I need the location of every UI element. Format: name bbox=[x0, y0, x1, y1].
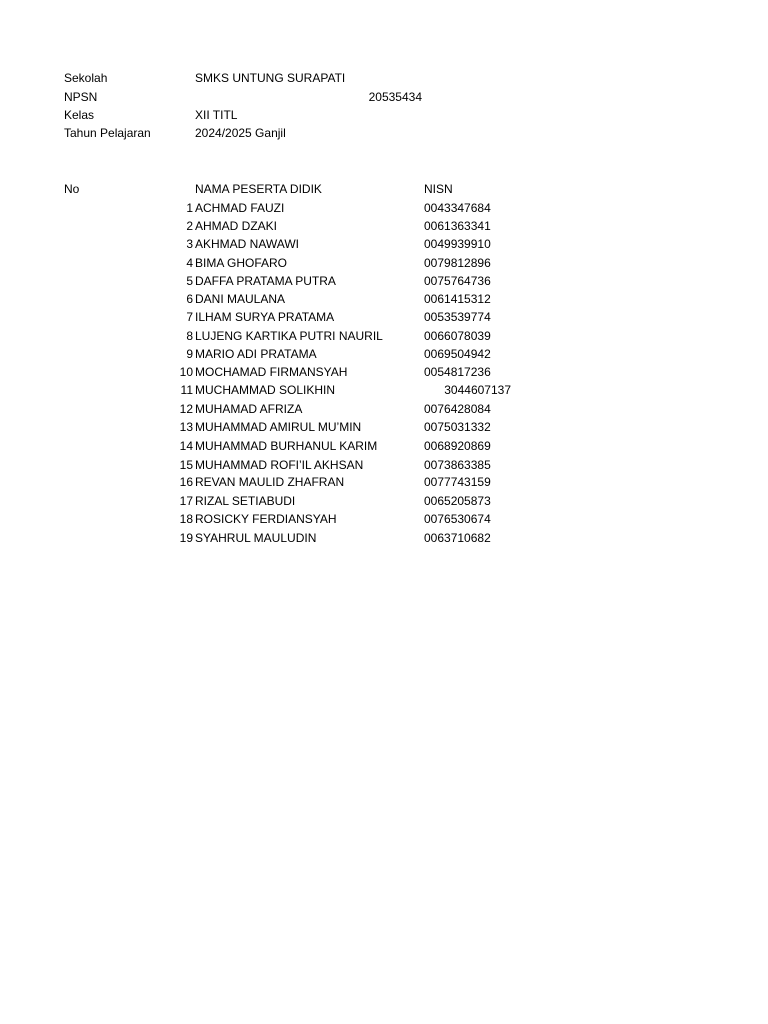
tahun-pelajaran-label: Tahun Pelajaran bbox=[64, 126, 151, 140]
student-nisn: 3044607137 bbox=[444, 383, 511, 397]
table-row bbox=[0, 437, 768, 455]
row-number: 16 bbox=[179, 475, 193, 489]
row-number: 8 bbox=[186, 329, 193, 343]
row-number: 4 bbox=[186, 256, 193, 270]
header-row-kelas bbox=[0, 106, 768, 124]
table-row bbox=[0, 308, 768, 326]
tahun-pelajaran-value: 2024/2025 Ganjil bbox=[195, 126, 286, 140]
row-number: 6 bbox=[186, 292, 193, 306]
student-nisn: 0053539774 bbox=[424, 310, 491, 324]
row-number: 9 bbox=[186, 347, 193, 361]
row-number: 15 bbox=[179, 458, 193, 472]
table-row bbox=[0, 510, 768, 528]
student-nisn: 0075764736 bbox=[424, 274, 491, 288]
table-row bbox=[0, 529, 768, 547]
row-number: 19 bbox=[179, 531, 193, 545]
row-number: 10 bbox=[179, 365, 193, 379]
student-name: ILHAM SURYA PRATAMA bbox=[195, 310, 335, 324]
row-number: 3 bbox=[186, 237, 193, 251]
table-row bbox=[0, 327, 768, 345]
kelas-value: XII TITL bbox=[195, 108, 238, 122]
student-nisn: 0069504942 bbox=[424, 347, 491, 361]
row-number: 17 bbox=[179, 494, 193, 508]
student-nisn: 0076530674 bbox=[424, 512, 491, 526]
student-name: REVAN MAULID ZHAFRAN bbox=[195, 475, 345, 489]
student-name: DAFFA PRATAMA PUTRA bbox=[195, 274, 336, 288]
student-nisn: 0043347684 bbox=[424, 201, 491, 215]
row-number: 2 bbox=[186, 219, 193, 233]
row-number: 11 bbox=[180, 383, 193, 397]
student-name: ROSICKY FERDIANSYAH bbox=[195, 512, 337, 526]
student-nisn: 0054817236 bbox=[424, 365, 491, 379]
table-row bbox=[0, 290, 768, 308]
header-row-sekolah bbox=[0, 69, 768, 87]
table-row bbox=[0, 345, 768, 363]
table-row bbox=[0, 400, 768, 418]
student-name: MUHAMAD AFRIZA bbox=[195, 402, 303, 416]
student-nisn: 0068920869 bbox=[424, 439, 491, 453]
table-row bbox=[0, 254, 768, 272]
student-nisn: 0061363341 bbox=[424, 219, 491, 233]
row-number: 5 bbox=[186, 274, 193, 288]
student-nisn: 0066078039 bbox=[424, 329, 491, 343]
student-nisn: 0073863385 bbox=[424, 458, 491, 472]
student-nisn: 0049939910 bbox=[424, 237, 491, 251]
student-nisn: 0075031332 bbox=[424, 420, 491, 434]
student-name: LUJENG KARTIKA PUTRI NAURIL bbox=[195, 329, 383, 343]
row-number: 1 bbox=[186, 201, 193, 215]
row-number: 12 bbox=[179, 402, 193, 416]
sekolah-label: Sekolah bbox=[64, 71, 108, 85]
npsn-label: NPSN bbox=[64, 90, 98, 104]
row-number: 14 bbox=[179, 439, 193, 453]
student-name: MUCHAMMAD SOLIKHIN bbox=[195, 383, 336, 397]
student-name: SYAHRUL MAULUDIN bbox=[195, 531, 317, 545]
student-name: MUHAMMAD ROFI’IL AKHSAN bbox=[195, 458, 364, 472]
table-row bbox=[0, 235, 768, 253]
student-name: DANI MAULANA bbox=[195, 292, 286, 306]
student-name: BIMA GHOFARO bbox=[195, 256, 288, 270]
table-row bbox=[0, 473, 768, 491]
table-row bbox=[0, 217, 768, 235]
row-number: 18 bbox=[179, 512, 193, 526]
table-row bbox=[0, 456, 768, 474]
student-name: AKHMAD NAWAWI bbox=[195, 237, 299, 251]
student-name: MUHAMMAD AMIRUL MU’MIN bbox=[195, 420, 362, 434]
table-row bbox=[0, 199, 768, 217]
student-nisn: 0079812896 bbox=[424, 256, 491, 270]
table-row bbox=[0, 492, 768, 510]
table-row bbox=[0, 363, 768, 381]
column-header-name: NAMA PESERTA DIDIK bbox=[195, 182, 322, 196]
table-row bbox=[0, 272, 768, 290]
row-number: 13 bbox=[179, 420, 193, 434]
column-header-no: No bbox=[64, 182, 80, 196]
student-name: MOCHAMAD FIRMANSYAH bbox=[195, 365, 348, 379]
student-nisn: 0065205873 bbox=[424, 494, 491, 508]
npsn-value: 20535434 bbox=[368, 90, 422, 104]
header-row-npsn bbox=[0, 88, 768, 106]
student-name: MARIO ADI PRATAMA bbox=[195, 347, 317, 361]
column-header-nisn: NISN bbox=[424, 182, 453, 196]
student-nisn: 0076428084 bbox=[424, 402, 491, 416]
student-nisn: 0061415312 bbox=[424, 292, 491, 306]
table-header-row bbox=[0, 180, 768, 198]
header-row-tahun-pelajaran bbox=[0, 124, 768, 142]
student-name: RIZAL SETIABUDI bbox=[195, 494, 296, 508]
student-name: MUHAMMAD BURHANUL KARIM bbox=[195, 439, 378, 453]
sekolah-value: SMKS UNTUNG SURAPATI bbox=[195, 71, 346, 85]
kelas-label: Kelas bbox=[64, 108, 95, 122]
table-row bbox=[0, 381, 768, 399]
student-nisn: 0077743159 bbox=[424, 475, 491, 489]
table-row bbox=[0, 418, 768, 436]
student-name: ACHMAD FAUZI bbox=[195, 201, 285, 215]
row-number: 7 bbox=[186, 310, 193, 324]
student-nisn: 0063710682 bbox=[424, 531, 491, 545]
student-name: AHMAD DZAKI bbox=[195, 219, 278, 233]
